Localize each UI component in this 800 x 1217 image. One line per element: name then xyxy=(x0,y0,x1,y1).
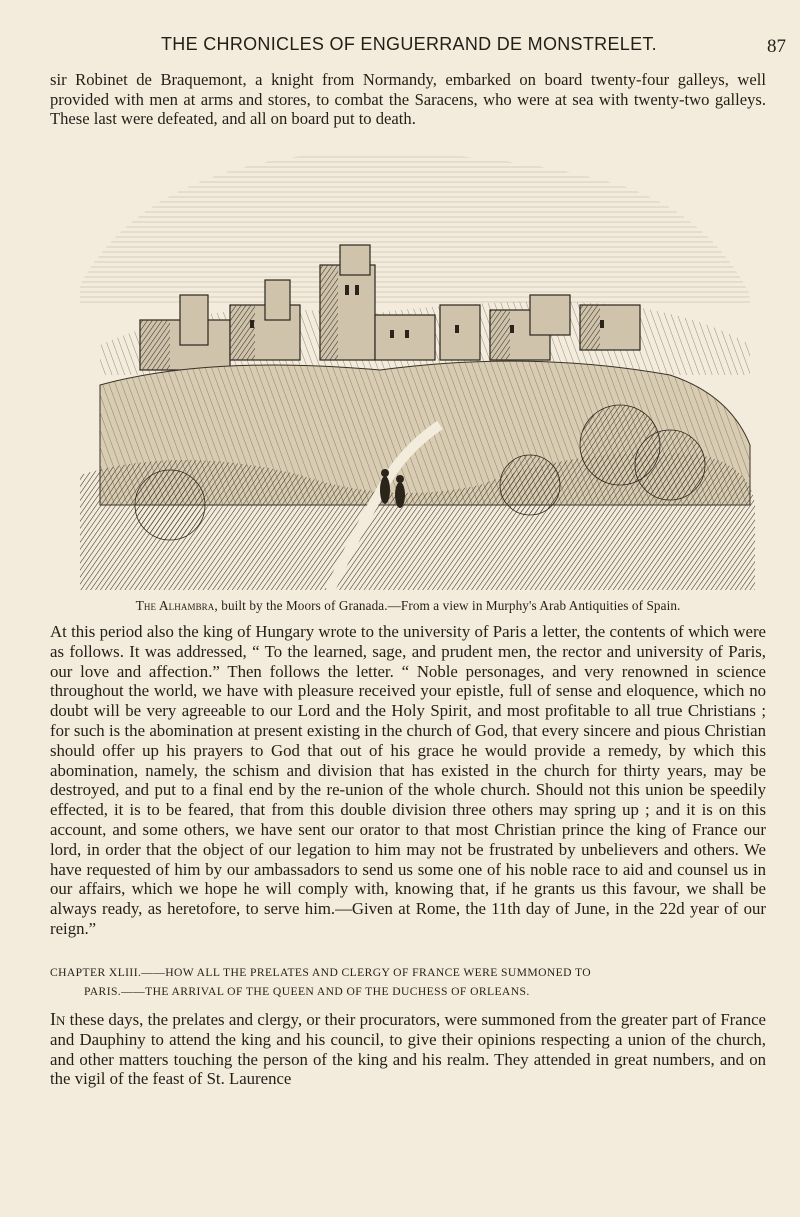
chapter-heading-line2: PARIS.——THE ARRIVAL OF THE QUEEN AND OF THE DUCHESS OF ORLEANS. xyxy=(84,985,530,998)
running-head: THE CHRONICLES OF ENGUERRAND DE MONSTRELET. xyxy=(161,34,657,54)
chapter-paragraph xyxy=(50,1010,766,1089)
chapter-paragraph-text: these days, the prelates and clergy, or their procurators, were summoned from the greater part of France and Dauphiny to attend the king and his council, to give their opinions respecting a union of the church, and other matters touching the person of the king and his realm. They attended in great numbers, and on the vigil of the feast of St. Laurence xyxy=(50,1010,766,1089)
body-paragraph: At this period also the king of Hungary wrote to the university of Paris a letter, the contents of which were as follows. It was addressed, “ To the learned, sage, and prudent men, the rector and university of Paris, our love and affection.” Then follows the letter. “ Noble personages, and very renowned in science throughout the world, we have with pleasure received your epistle, full of sense and eloquence, which no doubt will be very agreeable to our Lord and the Holy Spirit, and most profitable to all true Christians ; for such is the abomination at present existing in the church of God, that every sincere and pious Christian should offer up his prayers to God that out of his grace he would provide a remedy, by which this abomination, namely, the schism and division that has existed in the church for thirty years, may be destroyed, and put to a final end by the re-union of the whole church. Should not this union be speedily effected, it is to be feared, that from this double division three others may spring up ; and it is on this account, and some others, we have sent our orator to that most Christian prince the king of France our lord, in order that the object of our legation to him may not be frustrated by unbelievers and others. We have requested of him by our ambassadors to send us some one of his noble race to aid and counsel us in our affairs, which we hope he will comply with, knowing that, if he grants us this favour, we shall be always ready, as heretofore, to serve him.—Given at Rome, the 11th day of June, in the 22d year of our reign.” xyxy=(50,622,766,938)
page-number: 87 xyxy=(767,36,786,57)
lead-word: In xyxy=(50,1009,66,1029)
caption-text: built by the Moors of Granada.—From a view in Murphy's Arab Antiquities of Spain. xyxy=(217,598,681,613)
chapter-heading xyxy=(50,963,766,1001)
alhambra-engraving xyxy=(60,145,760,595)
caption-title: The Alhambra, xyxy=(135,598,218,613)
illustration-caption xyxy=(50,598,766,614)
chapter-heading-line1: CHAPTER XLIII.——HOW ALL THE PRELATES AND CLERGY OF FRANCE WERE SUMMONED TO xyxy=(50,966,592,979)
opening-paragraph: sir Robinet de Braquemont, a knight from Normandy, embarked on board twenty-four galleys, well provided with men at arms and stores, to combat the Saracens, who were at sea with twenty-two galleys. These last were defeated, and all on board put to death. xyxy=(50,70,766,129)
